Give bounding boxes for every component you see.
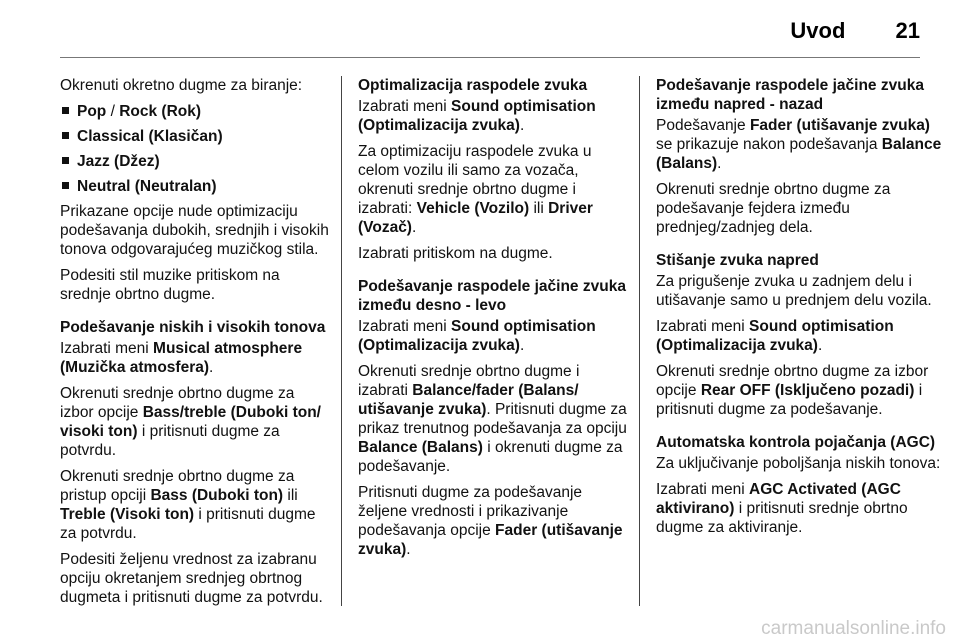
paragraph: Okrenuti srednje obrtno dugme za izbor opcije Rear OFF (Isključeno pozadi) i pritisnuti dugme za podešavanje. — [656, 363, 929, 418]
paragraph: Okrenuti srednje obrtno dugme i izabrati Balance/fader (Balans/ utišavanje zvuka). Pritisnuti dugme za prikaz trenutnog podešavanja za opciju Balance (Balans) i okrenuti dugme za podešavanje. — [358, 363, 627, 475]
section-title: Uvod — [790, 18, 846, 43]
section-heading: Podešavanje niskih i visokih tonova — [60, 319, 326, 336]
list-item — [60, 102, 332, 121]
list-item-label: Pop — [77, 103, 107, 120]
section-heading: Automatska kontrola pojačanja (AGC) — [656, 434, 936, 451]
list-item-label: Jazz (Džez) — [77, 153, 160, 170]
column-divider-1 — [341, 76, 342, 606]
list-item — [60, 177, 332, 196]
section-heading: Podešavanje raspodele jačine zvuka između desno - levo — [358, 278, 626, 314]
paragraph: Za prigušenje zvuka u zadnjem delu i utišavanje samo u prednjem delu vozila. — [656, 273, 932, 309]
column-1 — [60, 76, 332, 614]
paragraph: Okrenuti srednje obrtno dugme za izbor opcije Bass/treble (Duboki ton/ visoki ton) i pritisnuti dugme za potvrdu. — [60, 385, 321, 459]
page-number: 21 — [895, 18, 920, 43]
paragraph: Podešavanje Fader (utišavanje zvuka) se prikazuje nakon podešavanja Balance (Balans). — [656, 117, 942, 172]
column-2 — [358, 76, 630, 566]
paragraph: Izabrati meni AGC Activated (AGC aktivirano) i pritisnuti srednje obrtno dugme za aktiviranje. — [656, 481, 908, 536]
page-header — [790, 18, 920, 44]
intro-text: Okrenuti okretno dugme za biranje: — [60, 77, 303, 94]
bullet-square-icon — [62, 107, 69, 114]
paragraph: Podesiti željenu vrednost za izabranu opciju okretanjem srednjeg obrtnog dugmeta i pritisnuti dugme za potvrdu. — [60, 551, 323, 606]
list-item — [60, 152, 332, 171]
paragraph: Okrenuti srednje obrtno dugme za pristup opciji Bass (Duboki ton) ili Treble (Visoki ton) i pritisnuti dugme za potvrdu. — [60, 468, 316, 542]
section-heading: Podešavanje raspodele jačine zvuka između napred - nazad — [656, 77, 924, 113]
list-item-separator: / — [106, 103, 120, 120]
list-item — [60, 127, 332, 146]
bullet-square-icon — [62, 182, 69, 189]
paragraph: Okrenuti srednje obrtno dugme za podešavanje fejdera između prednjeg/zadnjeg dela. — [656, 181, 891, 236]
watermark: carmanualsonline.info — [761, 618, 946, 639]
column-divider-2 — [639, 76, 640, 606]
list-item-label: Classical (Klasičan) — [77, 128, 223, 145]
paragraph: Izabrati meni Musical atmosphere (Muzička atmosfera). — [60, 340, 303, 376]
paragraph: Izabrati meni Sound optimisation (Optimalizacija zvuka). — [358, 318, 596, 354]
paragraph: Za optimizaciju raspodele zvuka u celom vozilu ili samo za vozača, okrenuti srednje obrtno dugme i izabrati: Vehicle (Vozilo) ili Driver (Vozač). — [358, 143, 593, 236]
header-rule — [60, 57, 920, 58]
paragraph: Podesiti stil muzike pritiskom na srednje obrtno dugme. — [60, 267, 280, 303]
paragraph: Prikazane opcije nude optimizaciju podešavanja dubokih, srednjih i visokih tonova odgovarajućeg muzičkog stila. — [60, 203, 329, 258]
paragraph: Izabrati pritiskom na dugme. — [358, 245, 553, 262]
paragraph: Izabrati meni Sound optimisation (Optimalizacija zvuka). — [656, 318, 894, 354]
list-item-label: Neutral (Neutralan) — [77, 178, 217, 195]
section-heading: Optimalizacija raspodele zvuka — [358, 77, 588, 94]
paragraph: Pritisnuti dugme za podešavanje željene vrednosti i prikazivanje podešavanja opcije Fader (utišavanje zvuka). — [358, 484, 623, 558]
section-heading: Stišanje zvuka napred — [656, 252, 819, 269]
column-3 — [656, 76, 946, 544]
list-item-label: Rock (Rok) — [119, 103, 202, 120]
bullet-square-icon — [62, 132, 69, 139]
paragraph: Izabrati meni Sound optimisation (Optimalizacija zvuka). — [358, 98, 596, 134]
paragraph: Za uključivanje poboljšanja niskih tonova: — [656, 455, 941, 472]
bullet-square-icon — [62, 157, 69, 164]
